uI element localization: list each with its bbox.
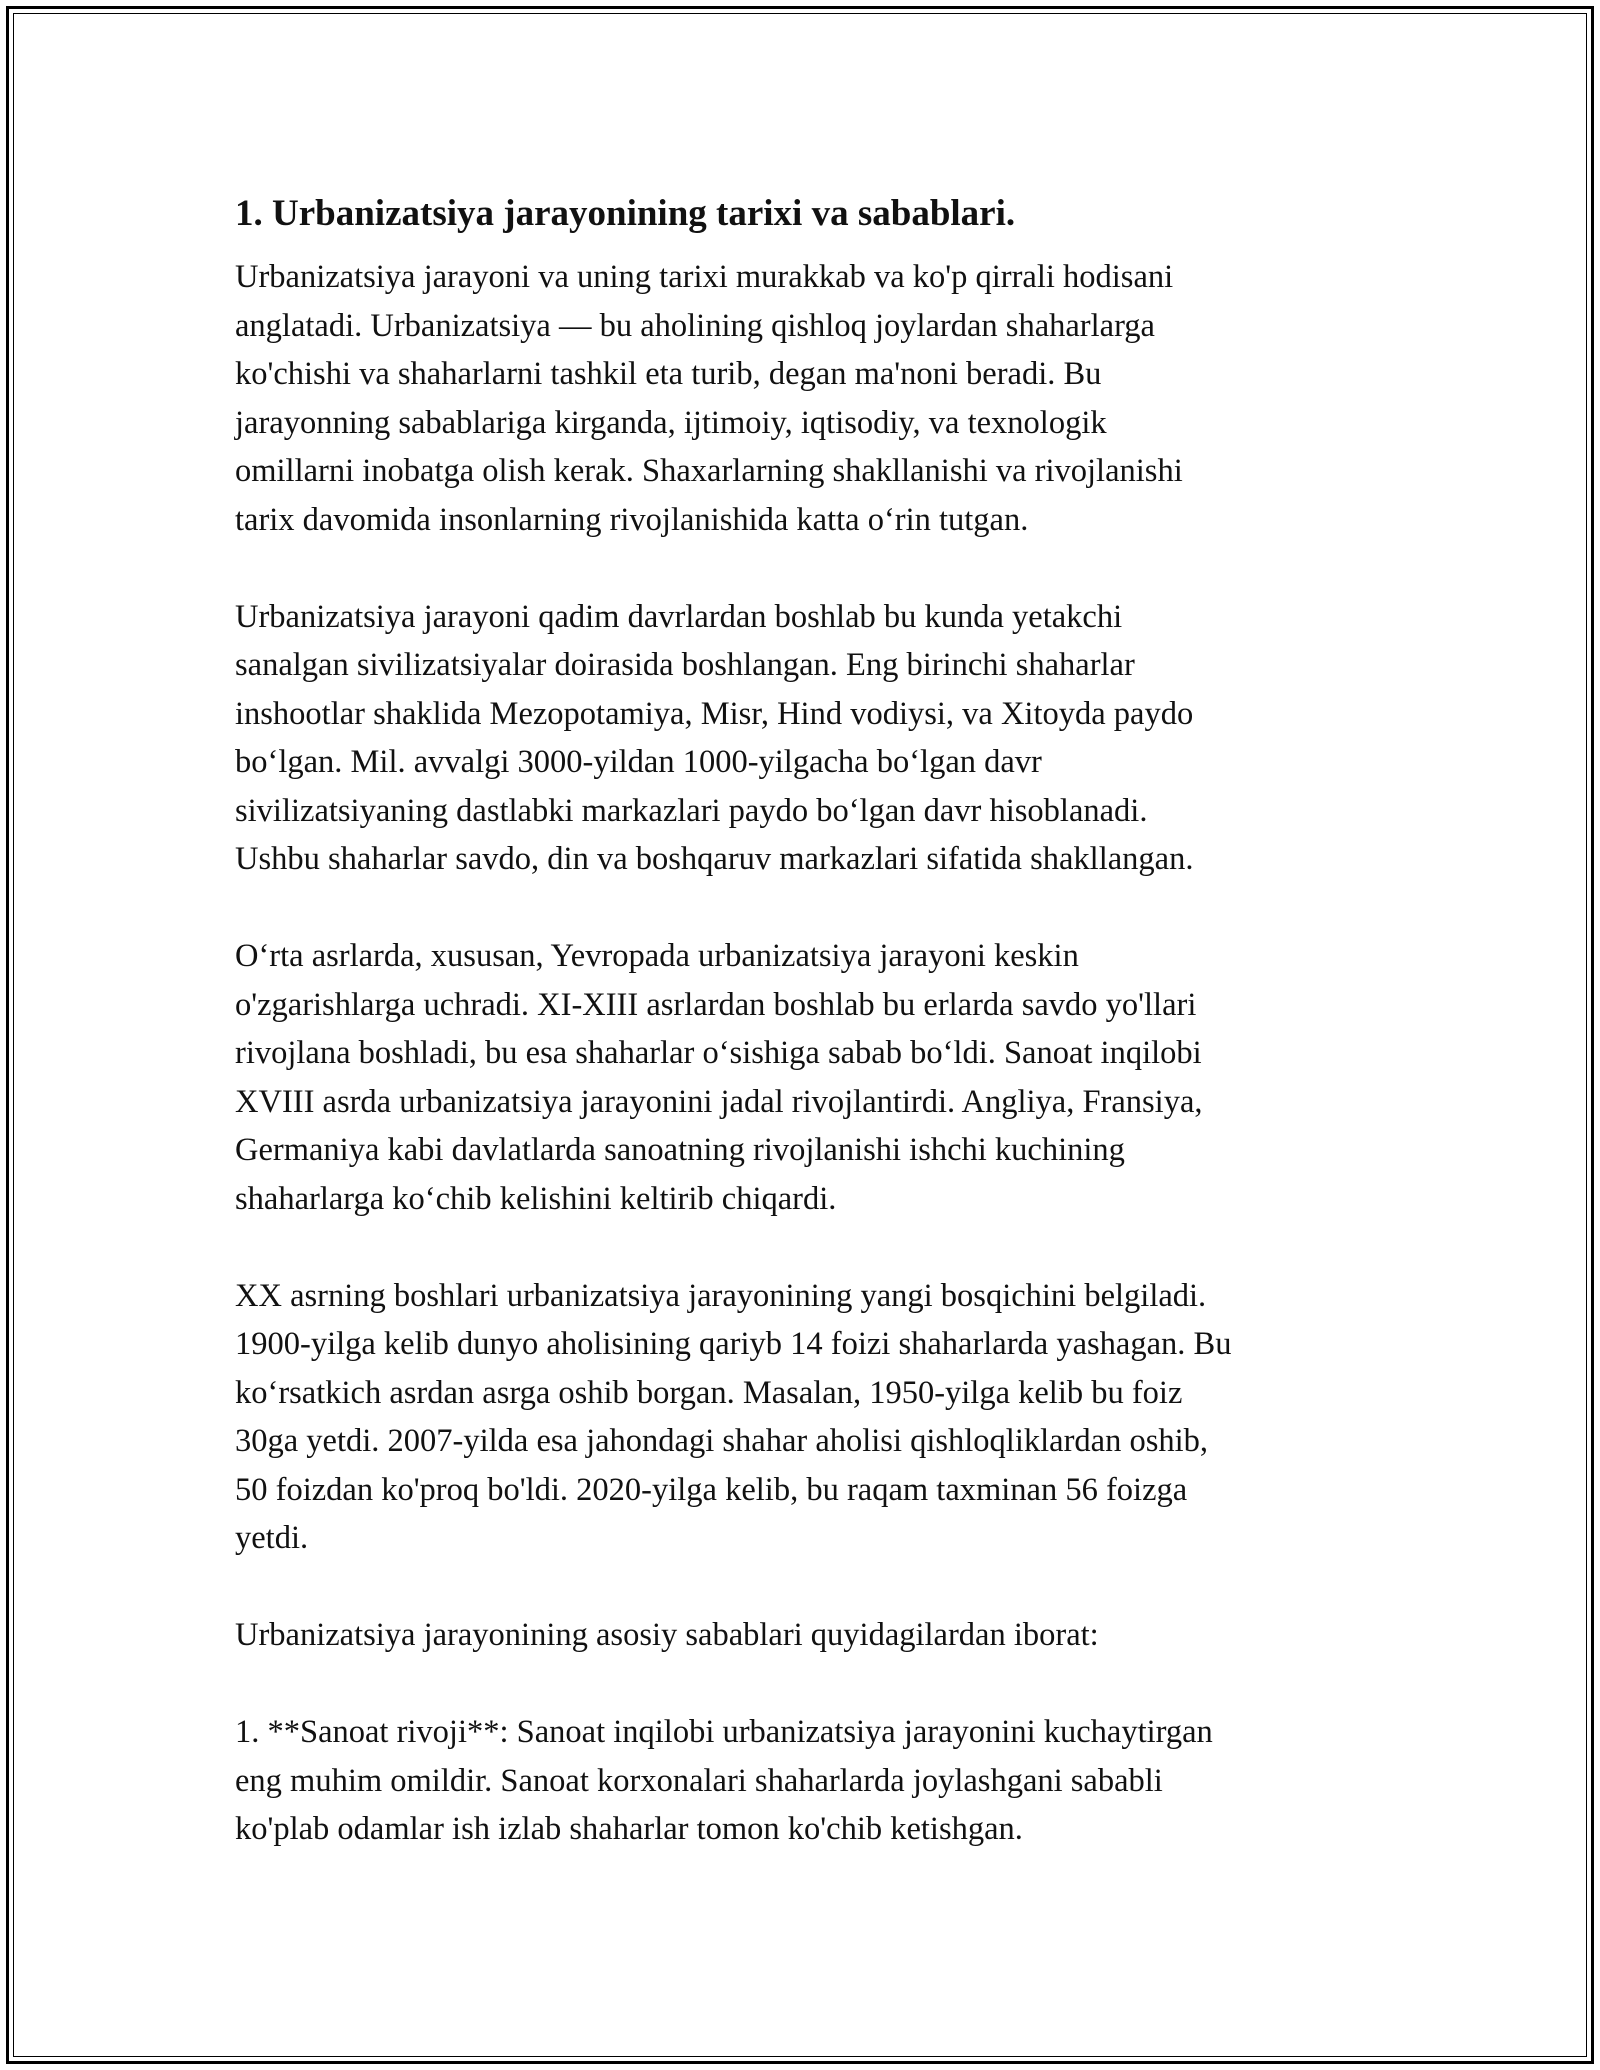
document-body [235,186,1375,1902]
section-heading: 1. Urbanizatsiya jarayonining tarixi va sabablari. [235,193,1016,234]
paragraph-1: Urbanizatsiya jarayoni va uning tarixi murakkab va ko'p qirrali hodisani anglatadi. Urbanizatsiya — bu aholining qishloq joylardan shaharlarga ko'chishi va shaharlarni tashkil eta turib, degan ma'noni beradi. Bu jarayonning sabablariga kirganda, ijtimoiy, iqtisodiy, va texnologik omillarni inobatga olish kerak. Shaxarlarning shakllanishi va rivojlanishi tarix davomida insonlarning rivojlanishida katta oʻrin tutgan. [235,259,1183,538]
paragraph-4: XX asrning boshlari urbanizatsiya jarayonining yangi bosqichini belgiladi. 1900-yilga kelib dunyo aholisining qariyb 14 foizi shaharlarda yashagan. Bu koʻrsatkich asrdan asrga oshib borgan. Masalan, 1950-yilga kelib bu foiz 30ga yetdi. 2007-yilda esa jahondagi shahar aholisi qishloqliklardan oshib, 50 foizdan ko'proq bo'ldi. 2020-yilga kelib, bu raqam taxminan 56 foizga yetdi. [235,1277,1232,1556]
paragraph-3: Oʻrta asrlarda, xususan, Yevropada urbanizatsiya jarayoni keskin o'zgarishlarga uchradi. XI-XIII asrlardan boshlab bu erlarda savdo yo'llari rivojlana boshladi, bu esa shaharlar oʻsishiga sabab boʻldi. Sanoat inqilobi XVIII asrda urbanizatsiya jarayonini jadal rivojlantirdi. Angliya, Fransiya, Germaniya kabi davlatlarda sanoatning rivojlanishi ishchi kuchining shaharlarga koʻchib kelishini keltirib chiqardi. [235,938,1203,1217]
paragraph-6: 1. **Sanoat rivoji**: Sanoat inqilobi urbanizatsiya jarayonini kuchaytirgan eng muhim omildir. Sanoat korxonalari shaharlarda joylashgani sababli ko'plab odamlar ish izlab shaharlar tomon ko'chib ketishgan. [235,1714,1213,1847]
paragraph-5: Urbanizatsiya jarayonining asosiy sabablari quyidagilardan iborat: [235,1617,1099,1653]
paragraph-2: Urbanizatsiya jarayoni qadim davrlardan boshlab bu kunda yetakchi sanalgan sivilizatsiyalar doirasida boshlangan. Eng birinchi shaharlar inshootlar shaklida Mezopotamiya, Misr, Hind vodiysi, va Xitoyda paydo boʻlgan. Mil. avvalgi 3000-yildan 1000-yilgacha boʻlgan davr sivilizatsiyaning dastlabki markazlari paydo boʻlgan davr hisoblanadi. Ushbu shaharlar savdo, din va boshqaruv markazlari sifatida shakllangan. [235,598,1194,877]
